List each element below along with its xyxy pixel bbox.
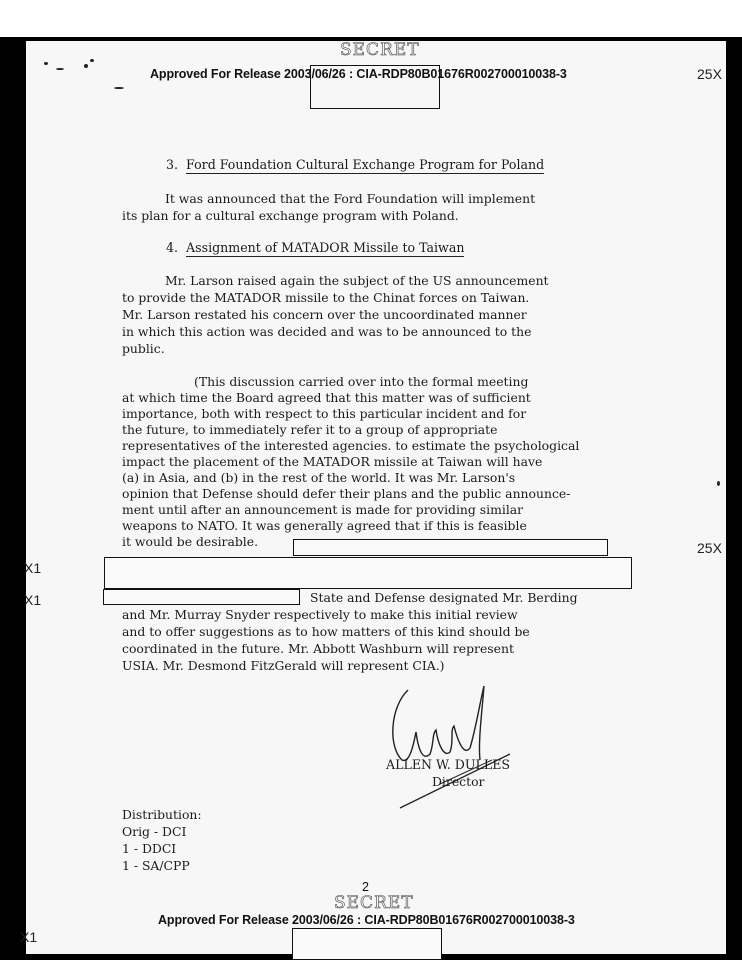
secret-stamp-top: SECRET <box>340 40 420 60</box>
signatory-title: Director <box>432 774 485 789</box>
text-line: and to offer suggestions as to how matters of this kind should be <box>122 624 530 639</box>
text-line: opinion that Defense should defer their plans and the public announce- <box>122 486 571 501</box>
distribution-label: Distribution: <box>122 807 202 822</box>
secret-stamp-bottom: SECRET <box>334 893 414 913</box>
section-3-number: 3. <box>166 157 179 172</box>
section-3-title: Ford Foundation Cultural Exchange Program for Poland <box>186 157 545 172</box>
text-line: (This discussion carried over into the formal meeting <box>194 374 529 389</box>
text-line: impact the placement of the MATADOR missile at Taiwan will have <box>122 454 543 469</box>
text-line: coordinated in the future. Mr. Abbott Washburn will represent <box>122 641 514 656</box>
text-line: Mr. Larson restated his concern over the uncoordinated manner <box>122 307 527 322</box>
section-3-heading <box>166 157 544 172</box>
text-line: weapons to NATO. It was generally agreed that if this is feasible <box>122 518 527 533</box>
scan-speck <box>90 59 94 62</box>
margin-code-left-a: X1 <box>24 560 42 576</box>
text-line: at which time the Board agreed that this matter was of sufficient <box>122 390 531 405</box>
margin-code-right-mid: 25X <box>697 540 722 556</box>
text-line: in which this action was decided and was to be announced to the <box>122 324 532 339</box>
distribution-item: 1 - SA/CPP <box>122 858 190 873</box>
section-4-heading <box>166 240 464 255</box>
margin-code-left-b: X1 <box>24 592 42 608</box>
scan-speck <box>114 87 124 89</box>
scan-speck <box>717 481 720 486</box>
section-4-paragraph-1 <box>122 272 642 362</box>
section-3-body <box>122 190 642 230</box>
text-line: it would be desirable. <box>122 534 259 549</box>
distribution-list <box>122 806 322 876</box>
text-line: and Mr. Murray Snyder respectively to make this initial review <box>122 607 518 622</box>
text-line: ment until after an announcement is made for providing similar <box>122 502 524 517</box>
redaction-box-top <box>310 65 440 109</box>
release-line-bottom: Approved For Release 2003/06/26 : CIA-RDP80B01676R002700010038-3 <box>158 913 575 927</box>
section-4-paragraph-2 <box>122 373 682 563</box>
scan-speck <box>84 64 88 68</box>
scan-speck <box>56 68 64 70</box>
distribution-item: 1 - DDCI <box>122 841 177 856</box>
text-line: its plan for a cultural exchange program with Poland. <box>122 208 459 223</box>
release-line-top: Approved For Release 2003/06/26 : CIA-RDP80B01676R002700010038-3 <box>150 67 567 81</box>
redaction-box-block <box>104 557 632 589</box>
text-line: (a) in Asia, and (b) in the rest of the world. It was Mr. Larson's <box>122 470 516 485</box>
text-line: It was announced that the Ford Foundation will implement <box>165 191 536 206</box>
distribution-item: Orig - DCI <box>122 824 187 839</box>
text-line: USIA. Mr. Desmond FitzGerald will represent CIA.) <box>122 658 445 673</box>
text-line: public. <box>122 341 165 356</box>
signatory-name: ALLEN W. DULLES <box>386 757 511 772</box>
redaction-box-inline <box>293 539 608 556</box>
text-line: importance, both with respect to this particular incident and for <box>122 406 527 421</box>
section-4-number: 4. <box>166 240 179 255</box>
text-line: the future, to immediately refer it to a group of appropriate <box>122 422 498 437</box>
margin-code-left-footer: X1 <box>20 929 38 945</box>
margin-code-top-right: 25X <box>697 66 722 82</box>
text-line: representatives of the interested agencies. to estimate the psychological <box>122 438 580 453</box>
section-4-paragraph-3 <box>122 589 642 679</box>
redaction-box-bottom <box>292 928 442 960</box>
section-4-title: Assignment of MATADOR Missile to Taiwan <box>186 240 465 255</box>
handwritten-signature <box>380 672 520 812</box>
text-line: Mr. Larson raised again the subject of the US announcement <box>165 273 549 288</box>
scan-speck <box>44 62 48 65</box>
page-number: 2 <box>362 880 369 894</box>
text-line: State and Defense designated Mr. Berding <box>310 590 578 605</box>
text-line: to provide the MATADOR missile to the Chinat forces on Taiwan. <box>122 290 530 305</box>
